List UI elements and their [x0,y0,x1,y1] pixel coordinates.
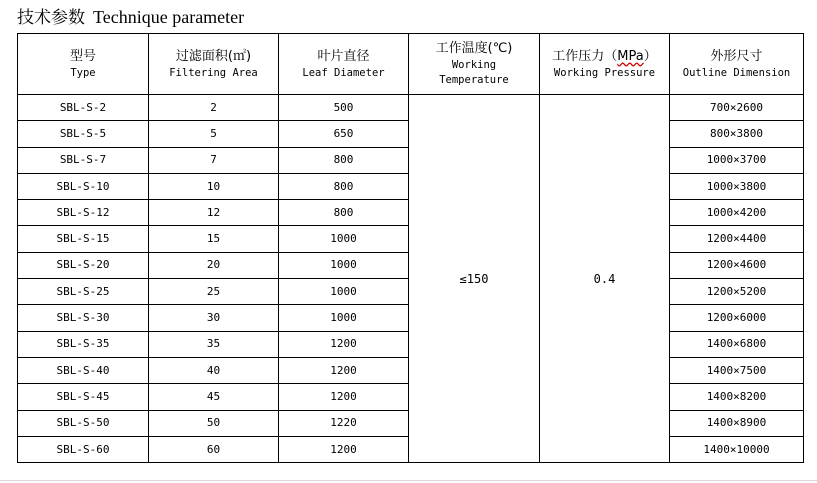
cell-diameter: 800 [279,147,409,173]
cell-area: 60 [149,436,279,462]
cell-dimension: 1000×3800 [670,173,804,199]
cell-type: SBL-S-15 [18,226,149,252]
cell-area: 15 [149,226,279,252]
header-working-pressure [540,34,670,95]
cell-area: 2 [149,95,279,121]
header-type-cn: 型号 [69,48,96,64]
cell-diameter: 1200 [279,331,409,357]
header-type-en: Type [70,66,96,79]
header-working-pressure-cn-prefix: 工作压力（ [552,48,618,64]
cell-dimension: 1200×4600 [670,252,804,278]
cell-dimension: 1200×6000 [670,305,804,331]
cell-type: SBL-S-2 [18,95,149,121]
cell-diameter: 1200 [279,436,409,462]
cell-type: SBL-S-45 [18,384,149,410]
cell-dimension: 1400×8900 [670,410,804,436]
cell-type: SBL-S-5 [18,121,149,147]
cell-dimension: 800×3800 [670,121,804,147]
header-type [18,34,149,95]
cell-area: 20 [149,252,279,278]
header-working-pressure-cn-unit: MPa [617,48,644,64]
cell-area: 30 [149,305,279,331]
cell-diameter: 1200 [279,357,409,383]
cell-dimension: 1000×3700 [670,147,804,173]
cell-area: 5 [149,121,279,147]
cell-dimension: 1200×5200 [670,279,804,305]
cell-dimension: 1000×4200 [670,200,804,226]
cell-area: 50 [149,410,279,436]
header-filtering-area-cn: 过滤面积(㎡) [175,48,252,64]
header-working-temperature-en: Working Temperature [439,59,509,86]
page-title-cn: 技术参数 [17,8,85,28]
cell-diameter: 650 [279,121,409,147]
header-working-pressure-cn-suffix: ） [643,48,657,64]
header-working-pressure-en: Working Pressure [553,66,656,79]
cell-type: SBL-S-50 [18,410,149,436]
cell-area: 7 [149,147,279,173]
cell-type: SBL-S-30 [18,305,149,331]
header-outline-dimension [670,34,804,95]
cell-area: 45 [149,384,279,410]
cell-dimension: 1400×8200 [670,384,804,410]
cell-diameter: 1000 [279,279,409,305]
header-outline-dimension-cn: 外形尺寸 [710,48,763,64]
cell-dimension: 700×2600 [670,95,804,121]
cell-type: SBL-S-60 [18,436,149,462]
cell-type: SBL-S-12 [18,200,149,226]
header-leaf-diameter-en: Leaf Diameter [302,66,385,79]
header-outline-dimension-en: Outline Dimension [682,66,791,79]
cell-working-temperature: ≤150 [409,95,540,463]
cell-diameter: 1200 [279,384,409,410]
table-header-row [18,34,804,95]
page-title-en: Technique parameter [93,7,245,27]
cell-type: SBL-S-25 [18,279,149,305]
technique-parameter-table [17,33,804,463]
cell-diameter: 800 [279,173,409,199]
cell-area: 12 [149,200,279,226]
cell-diameter: 1000 [279,226,409,252]
cell-area: 25 [149,279,279,305]
cell-area: 10 [149,173,279,199]
cell-diameter: 1220 [279,410,409,436]
cell-dimension: 1400×7500 [670,357,804,383]
table-row [18,95,804,121]
cell-dimension: 1200×4400 [670,226,804,252]
header-filtering-area [149,34,279,95]
cell-working-pressure: 0.4 [540,95,670,463]
header-working-pressure-cn [540,48,669,66]
cell-type: SBL-S-20 [18,252,149,278]
header-working-temperature-cn: 工作温度(℃) [435,41,513,56]
cell-type: SBL-S-10 [18,173,149,199]
cell-dimension: 1400×6800 [670,331,804,357]
header-filtering-area-en: Filtering Area [169,66,258,79]
cell-area: 40 [149,357,279,383]
cell-diameter: 800 [279,200,409,226]
cell-diameter: 500 [279,95,409,121]
cell-type: SBL-S-7 [18,147,149,173]
header-leaf-diameter-cn: 叶片直径 [317,48,370,64]
header-leaf-diameter [279,34,409,95]
cell-diameter: 1000 [279,252,409,278]
page-title [17,6,244,29]
cell-type: SBL-S-35 [18,331,149,357]
cell-type: SBL-S-40 [18,357,149,383]
header-working-temperature [409,34,540,95]
bottom-divider [0,480,817,481]
cell-diameter: 1000 [279,305,409,331]
cell-area: 35 [149,331,279,357]
cell-dimension: 1400×10000 [670,436,804,462]
